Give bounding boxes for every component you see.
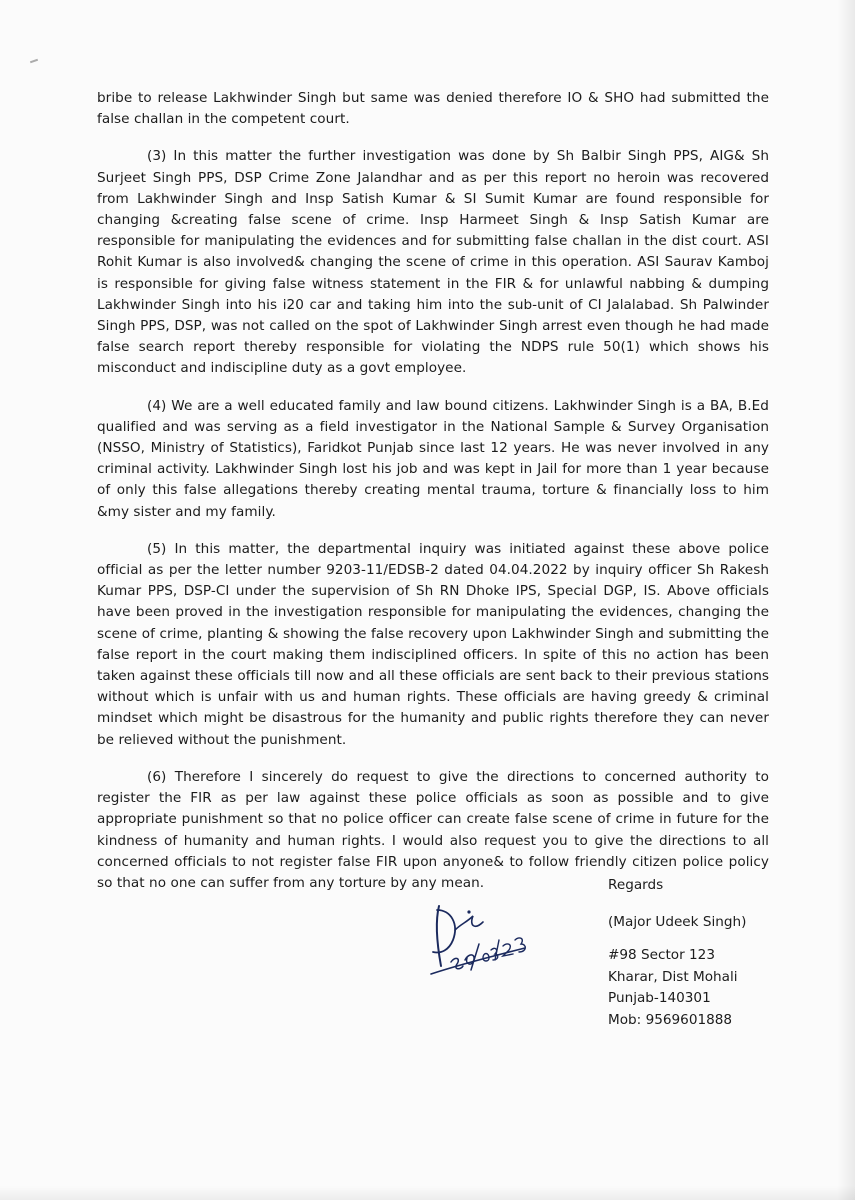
letter-body: [97, 88, 769, 894]
paragraph-4: (4) We are a well educated family and law bound citizens. Lakhwinder Singh is a BA, B.Ed qualified and was serving as a field investigator in the National Sample & Survey Organisation (NSSO, Ministry of Statistics), Faridkot Punjab since last 12 years. He was never involved in any criminal activity. Lakhwinder Singh lost his job and was kept in Jail for more than 1 year because of only this false allegations thereby creating mental trauma, torture & financially loss to him &my sister and my family.: [97, 397, 769, 520]
address-line: #98 Sector 123: [608, 947, 715, 963]
scan-mark: [30, 59, 38, 64]
page-shadow-right: [837, 0, 855, 1200]
paragraph-3: (3) In this matter the further investigation was done by Sh Balbir Singh PPS, AIG& Sh Surjeet Singh PPS, DSP Crime Zone Jalandhar and as per this report no heroin was recovered from Lakhwinder Singh and Insp Satish Kumar & SI Sumit Kumar are found responsible for changing &creating false scene of crime. Insp Harmeet Singh & Insp Satish Kumar are responsible for manipulating the evidences and for submitting false challan in the dist court. ASI Rohit Kumar is also involved& changing the scene of crime in this operation. ASI Saurav Kamboj is responsible for giving false witness statement in the FIR & for unlawful nabbing & dumping Lakhwinder Singh into his i20 car and taking him into the sub-unit of CI Jalalabad. Sh Palwinder Singh PPS, DSP, was not called on the spot of Lakhwinder Singh arrest even though he had made false search report thereby responsible for violating the NDPS rule 50(1) which shows his misconduct and indiscipline duty as a govt employee.: [97, 148, 769, 377]
signatory-name: (Major Udeek Singh): [608, 914, 747, 930]
address-line: Kharar, Dist Mohali: [608, 968, 738, 985]
address-line: Mob: 9569601888: [608, 1011, 733, 1028]
paragraph-5: (5) In this matter, the departmental inquiry was initiated against these above police official as per the letter number 9203-11/EDSB-2 dated 04.04.2022 by inquiry officer Sh Rakesh Kumar PPS, DSP-CI under the supervision of Sh RN Dhoke IPS, Special DGP, IS. Above officials have been proved in the investigation responsible for manipulating the evidences, changing the scene of crime, planting & showing the false recovery upon Lakhwinder Singh and submitting the false report in the court making them indisciplined officers. In spite of this no action has been taken against these officials till now and all these officials are sent back to their previous stations without which is unfair with us and human rights. These officials are having greedy & criminal mindset which might be disastrous for the humanity and public rights therefore they can never be relieved without the punishment.: [97, 540, 769, 748]
address-block: [608, 945, 738, 1031]
page-shadow-bottom: [0, 1186, 855, 1200]
address-line: Punjab-140301: [608, 990, 711, 1006]
paragraph-6: (6) Therefore I sincerely do request to give the directions to concerned authority to register the FIR as per law against these police officials as soon as possible and to give appropriate punishment so that no police officer can create false scene of crime in future for the kindness of humanity and human rights. I would also request you to give the directions to all concerned officials to not register false FIR upon anyone& to follow friendly citizen police policy so that no one can suffer from any torture by any mean.: [97, 768, 769, 891]
handwritten-signature: [425, 900, 535, 980]
paragraph-continuation: bribe to release Lakhwinder Singh but same was denied therefore IO & SHO had submitted the false challan in the competent court.: [97, 90, 769, 128]
closing-regards: Regards: [608, 877, 664, 893]
